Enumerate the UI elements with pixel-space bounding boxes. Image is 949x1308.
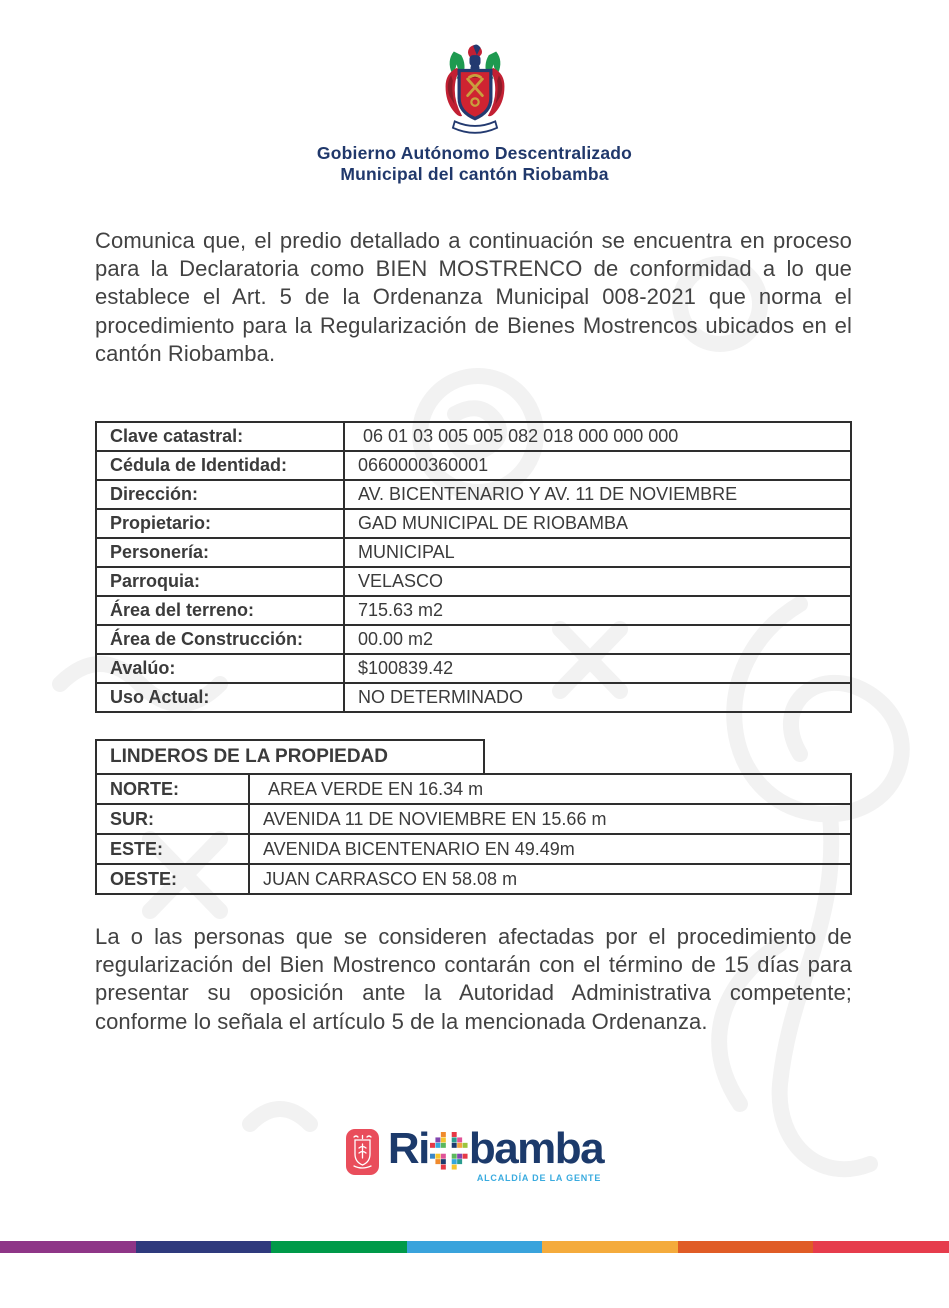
org-name-line2: Municipal del cantón Riobamba	[340, 164, 609, 184]
org-name	[0, 143, 949, 185]
row-label: Uso Actual:	[96, 683, 344, 712]
table-row	[96, 596, 851, 625]
row-label: ESTE:	[96, 834, 249, 864]
table-row	[96, 804, 851, 834]
row-label: Área de Construcción:	[96, 625, 344, 654]
row-value: VELASCO	[344, 567, 851, 596]
row-label: Cédula de Identidad:	[96, 451, 344, 480]
row-value: JUAN CARRASCO EN 58.08 m	[249, 864, 851, 894]
row-label: Clave catastral:	[96, 422, 344, 451]
row-label: Propietario:	[96, 509, 344, 538]
row-label: SUR:	[96, 804, 249, 834]
row-value: 00.00 m2	[344, 625, 851, 654]
row-value: 0660000360001	[344, 451, 851, 480]
row-value: AV. BICENTENARIO Y AV. 11 DE NOVIEMBRE	[344, 480, 851, 509]
row-value: 715.63 m2	[344, 596, 851, 625]
riobamba-wordmark	[387, 1124, 604, 1173]
stripe-segment-orange	[678, 1241, 814, 1253]
table-row	[96, 864, 851, 894]
linderos-section-title: LINDEROS DE LA PROPIEDAD	[95, 739, 485, 773]
table-row	[96, 654, 851, 683]
table-row	[96, 567, 851, 596]
stripe-segment-red	[813, 1241, 949, 1253]
row-label: Parroquia:	[96, 567, 344, 596]
document-page	[0, 44, 949, 1308]
row-label: OESTE:	[96, 864, 249, 894]
org-name-line1: Gobierno Autónomo Descentralizado	[316, 143, 633, 163]
row-value: $100839.42	[344, 654, 851, 683]
row-label: Área del terreno:	[96, 596, 344, 625]
row-value: MUNICIPAL	[344, 538, 851, 567]
table-row	[96, 683, 851, 712]
table-row	[96, 422, 851, 451]
closing-paragraph: La o las personas que se consideren afectadas por el procedimiento de regularización del Bien Mostrenco contarán con el término de 15 días para presentar su oposición ante la Autoridad Administrativa competente; conforme lo señala el artículo 5 de la mencionada Ordenanza.	[95, 924, 852, 1034]
intro-paragraph: Comunica que, el predio detallado a continuación se encuentra en proceso para la Declaratoria como BIEN MOSTRENCO de conformidad a lo que establece el Art. 5 de la Ordenanza Municipal 008-2021 que norma el procedimiento para la Regularización de Bienes Mostrencos ubicados en el cantón Riobamba.	[95, 228, 852, 366]
wordmark-bamba: bamba	[468, 1124, 604, 1173]
stripe-segment-amber	[542, 1241, 678, 1253]
riobamba-mosaic-o-icon	[430, 1132, 468, 1170]
brand-tagline: ALCALDÍA DE LA GENTE	[476, 1173, 602, 1183]
table-row	[96, 480, 851, 509]
footer-color-stripe	[0, 1241, 949, 1253]
table-row	[96, 538, 851, 567]
row-value: AREA VERDE EN 16.34 m	[249, 774, 851, 804]
table-row	[96, 451, 851, 480]
stripe-segment-navy	[136, 1241, 272, 1253]
row-value: NO DETERMINADO	[344, 683, 851, 712]
stripe-segment-purple	[0, 1241, 136, 1253]
table-row	[96, 509, 851, 538]
table-row	[96, 774, 851, 804]
riobamba-coat-of-arms-icon	[429, 44, 521, 138]
row-value: AVENIDA BICENTENARIO EN 49.49m	[249, 834, 851, 864]
row-label: Dirección:	[96, 480, 344, 509]
row-label: NORTE:	[96, 774, 249, 804]
footer-brand	[0, 1124, 949, 1185]
row-value: AVENIDA 11 DE NOVIEMBRE EN 15.66 m	[249, 804, 851, 834]
row-label: Avalúo:	[96, 654, 344, 683]
property-table	[95, 421, 852, 713]
row-value: 06 01 03 005 005 082 018 000 000 000	[344, 422, 851, 451]
wordmark-ri: Ri	[387, 1124, 429, 1173]
riobamba-shield-badge-icon	[346, 1129, 379, 1175]
row-label: Personería:	[96, 538, 344, 567]
table-row	[96, 625, 851, 654]
row-value: GAD MUNICIPAL DE RIOBAMBA	[344, 509, 851, 538]
linderos-table	[95, 773, 852, 895]
table-row	[96, 834, 851, 864]
stripe-segment-green	[271, 1241, 407, 1253]
stripe-segment-lightblue	[407, 1241, 543, 1253]
